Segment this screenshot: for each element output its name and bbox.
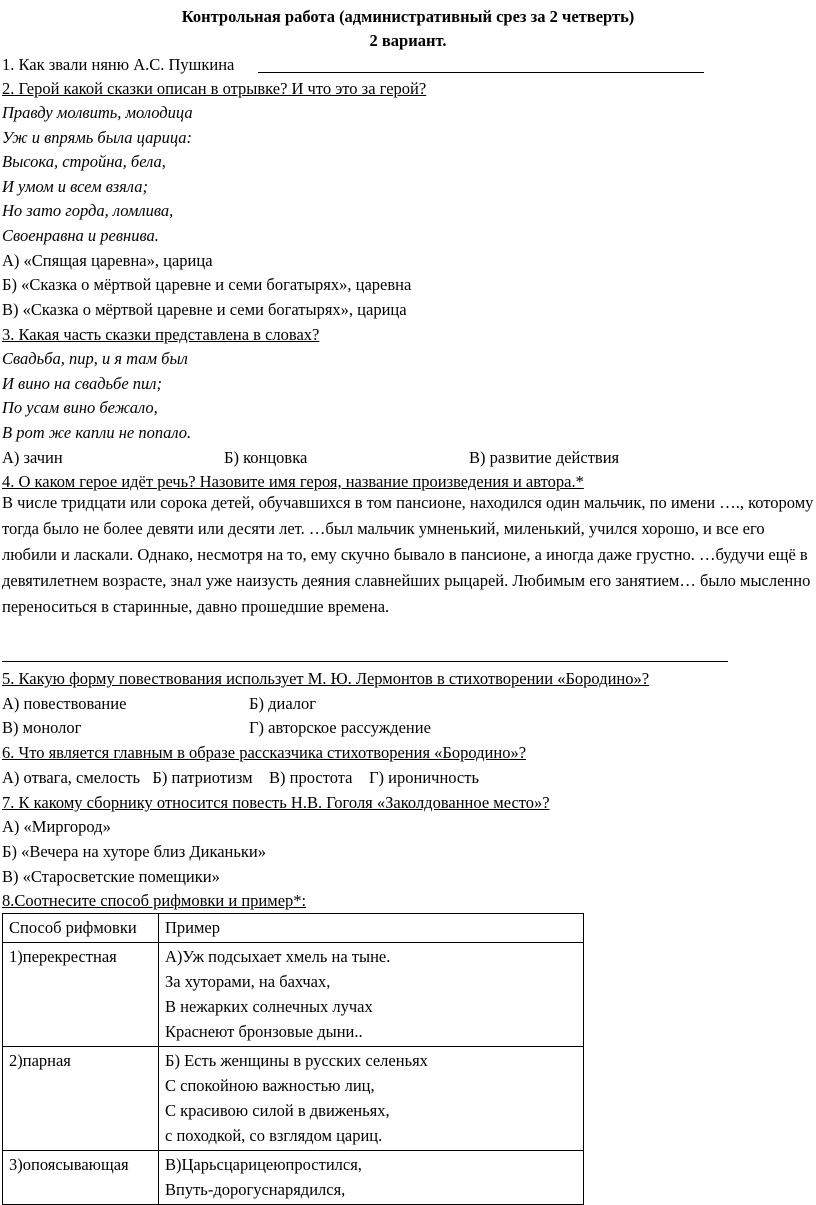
table-header-cell: Пример — [159, 914, 584, 943]
answer-option: Б) «Сказка о мёртвой царевне и семи богатырях», царевна — [2, 275, 412, 294]
question-1 — [2, 55, 234, 75]
question-7-text: 7. К какому сборнику относится повесть Н.В. Гоголя «Заколдованное место»? — [2, 793, 550, 812]
rhyme-table — [2, 913, 584, 1205]
question-8-text: 8.Соотнесите способ рифмовки и пример*: — [2, 891, 307, 910]
rhyme-example-cell — [159, 943, 584, 1047]
rhyme-type-cell: 3)опоясывающая — [3, 1151, 159, 1205]
answer-line-4 — [2, 661, 728, 662]
table-row — [3, 1047, 584, 1151]
rhyme-type-cell: 2)парная — [3, 1047, 159, 1151]
answer-option: В) монолог — [2, 718, 82, 737]
table-header-cell: Способ рифмовки — [3, 914, 159, 943]
answer-option: А) «Миргород» — [2, 817, 111, 836]
answer-option: Б) «Вечера на хуторе близ Диканьки» — [2, 842, 266, 861]
example-line: В)Царьсцарицеюпростился, — [165, 1155, 362, 1174]
poem-line: В рот же капли не попало. — [2, 423, 192, 442]
answer-option: А) зачин — [2, 448, 63, 467]
question-6-text: 6. Что является главным в образе рассказчика стихотворения «Бородино»? — [2, 743, 527, 762]
example-line: Впуть-дорогуснарядился, — [165, 1180, 346, 1199]
question-1-text: 1. Как звали няню А.С. Пушкина — [2, 55, 235, 74]
poem-line: Свадьба, пир, и я там был — [2, 349, 188, 368]
poem-line: Своенравна и ревнива. — [2, 226, 159, 245]
question-4-passage: В числе тридцати или сорока детей, обучавшихся в том пансионе, находился один мальчик, по имени …., которому тогда было не более девяти или десяти лет. …был мальчик умненький, миленький, учился хорошо, и все его любили и ласкали. Однако, несмотря на то, ему скучно бывало в пансионе, а иногда даже грустно. …будучи ещё в девятилетнем возрасте, знал уже наизусть деяния славнейших рыцарей. Любимым его занятием… было мысленно переноситься в старинные, давно прошедшие времена. — [2, 493, 814, 616]
example-line: С спокойною важностью лиц, — [165, 1076, 375, 1095]
poem-line: Правду молвить, молодица — [2, 103, 193, 122]
answer-option: В) «Сказка о мёртвой царевне и семи богатырях», царица — [2, 300, 407, 319]
answer-option: Б) концовка — [224, 448, 308, 467]
example-line: В нежарких солнечных лучах — [165, 997, 373, 1016]
answer-option: В) развитие действия — [469, 448, 620, 467]
question-4-text: 4. О каком герое идёт речь? Назовите имя героя, название произведения и автора.* — [2, 472, 584, 491]
answer-option: Б) диалог — [249, 694, 317, 713]
question-2-text: 2. Герой какой сказки описан в отрывке? И что это за герой? — [2, 79, 427, 98]
rhyme-type-cell: 1)перекрестная — [3, 943, 159, 1047]
poem-line: Высока, стройна, бела, — [2, 152, 166, 171]
answer-option: Г) авторское рассуждение — [249, 718, 431, 737]
example-line: А)Уж подсыхает хмель на тыне. — [165, 947, 391, 966]
poem-line: Уж и впрямь была царица: — [2, 128, 193, 147]
answer-options-line: А) отвага, смелость Б) патриотизм В) простота Г) ироничность — [2, 768, 479, 787]
poem-line: По усам вино бежало, — [2, 398, 158, 417]
poem-line: Но зато горда, ломлива, — [2, 201, 174, 220]
question-3-text: 3. Какая часть сказки представлена в словах? — [2, 325, 320, 344]
table-row — [3, 943, 584, 1047]
document-title: Контрольная работа (административный срез за 2 четверть) — [181, 7, 635, 26]
rhyme-example-cell — [159, 1151, 584, 1205]
poem-line: И умом и всем взяла; — [2, 177, 148, 196]
variant-label: 2 вариант. — [369, 31, 447, 50]
answer-option: В) «Старосветские помещики» — [2, 867, 220, 886]
example-line: С красивою силой в движеньях, — [165, 1101, 390, 1120]
answer-line-1 — [258, 72, 704, 73]
table-header-row — [3, 914, 584, 943]
poem-line: И вино на свадьбе пил; — [2, 374, 162, 393]
table-row — [3, 1151, 584, 1205]
answer-option: А) повествование — [2, 694, 127, 713]
answer-option: А) «Спящая царевна», царица — [2, 251, 213, 270]
example-line: Краснеют бронзовые дыни.. — [165, 1022, 363, 1041]
example-line: Б) Есть женщины в русских селеньях — [165, 1051, 428, 1070]
rhyme-example-cell — [159, 1047, 584, 1151]
example-line: с походкой, со взглядом цариц. — [165, 1126, 383, 1145]
example-line: За хуторами, на бахчах, — [165, 972, 331, 991]
question-5-text: 5. Какую форму повествования использует М. Ю. Лермонтов в стихотворении «Бородино»? — [2, 669, 650, 688]
